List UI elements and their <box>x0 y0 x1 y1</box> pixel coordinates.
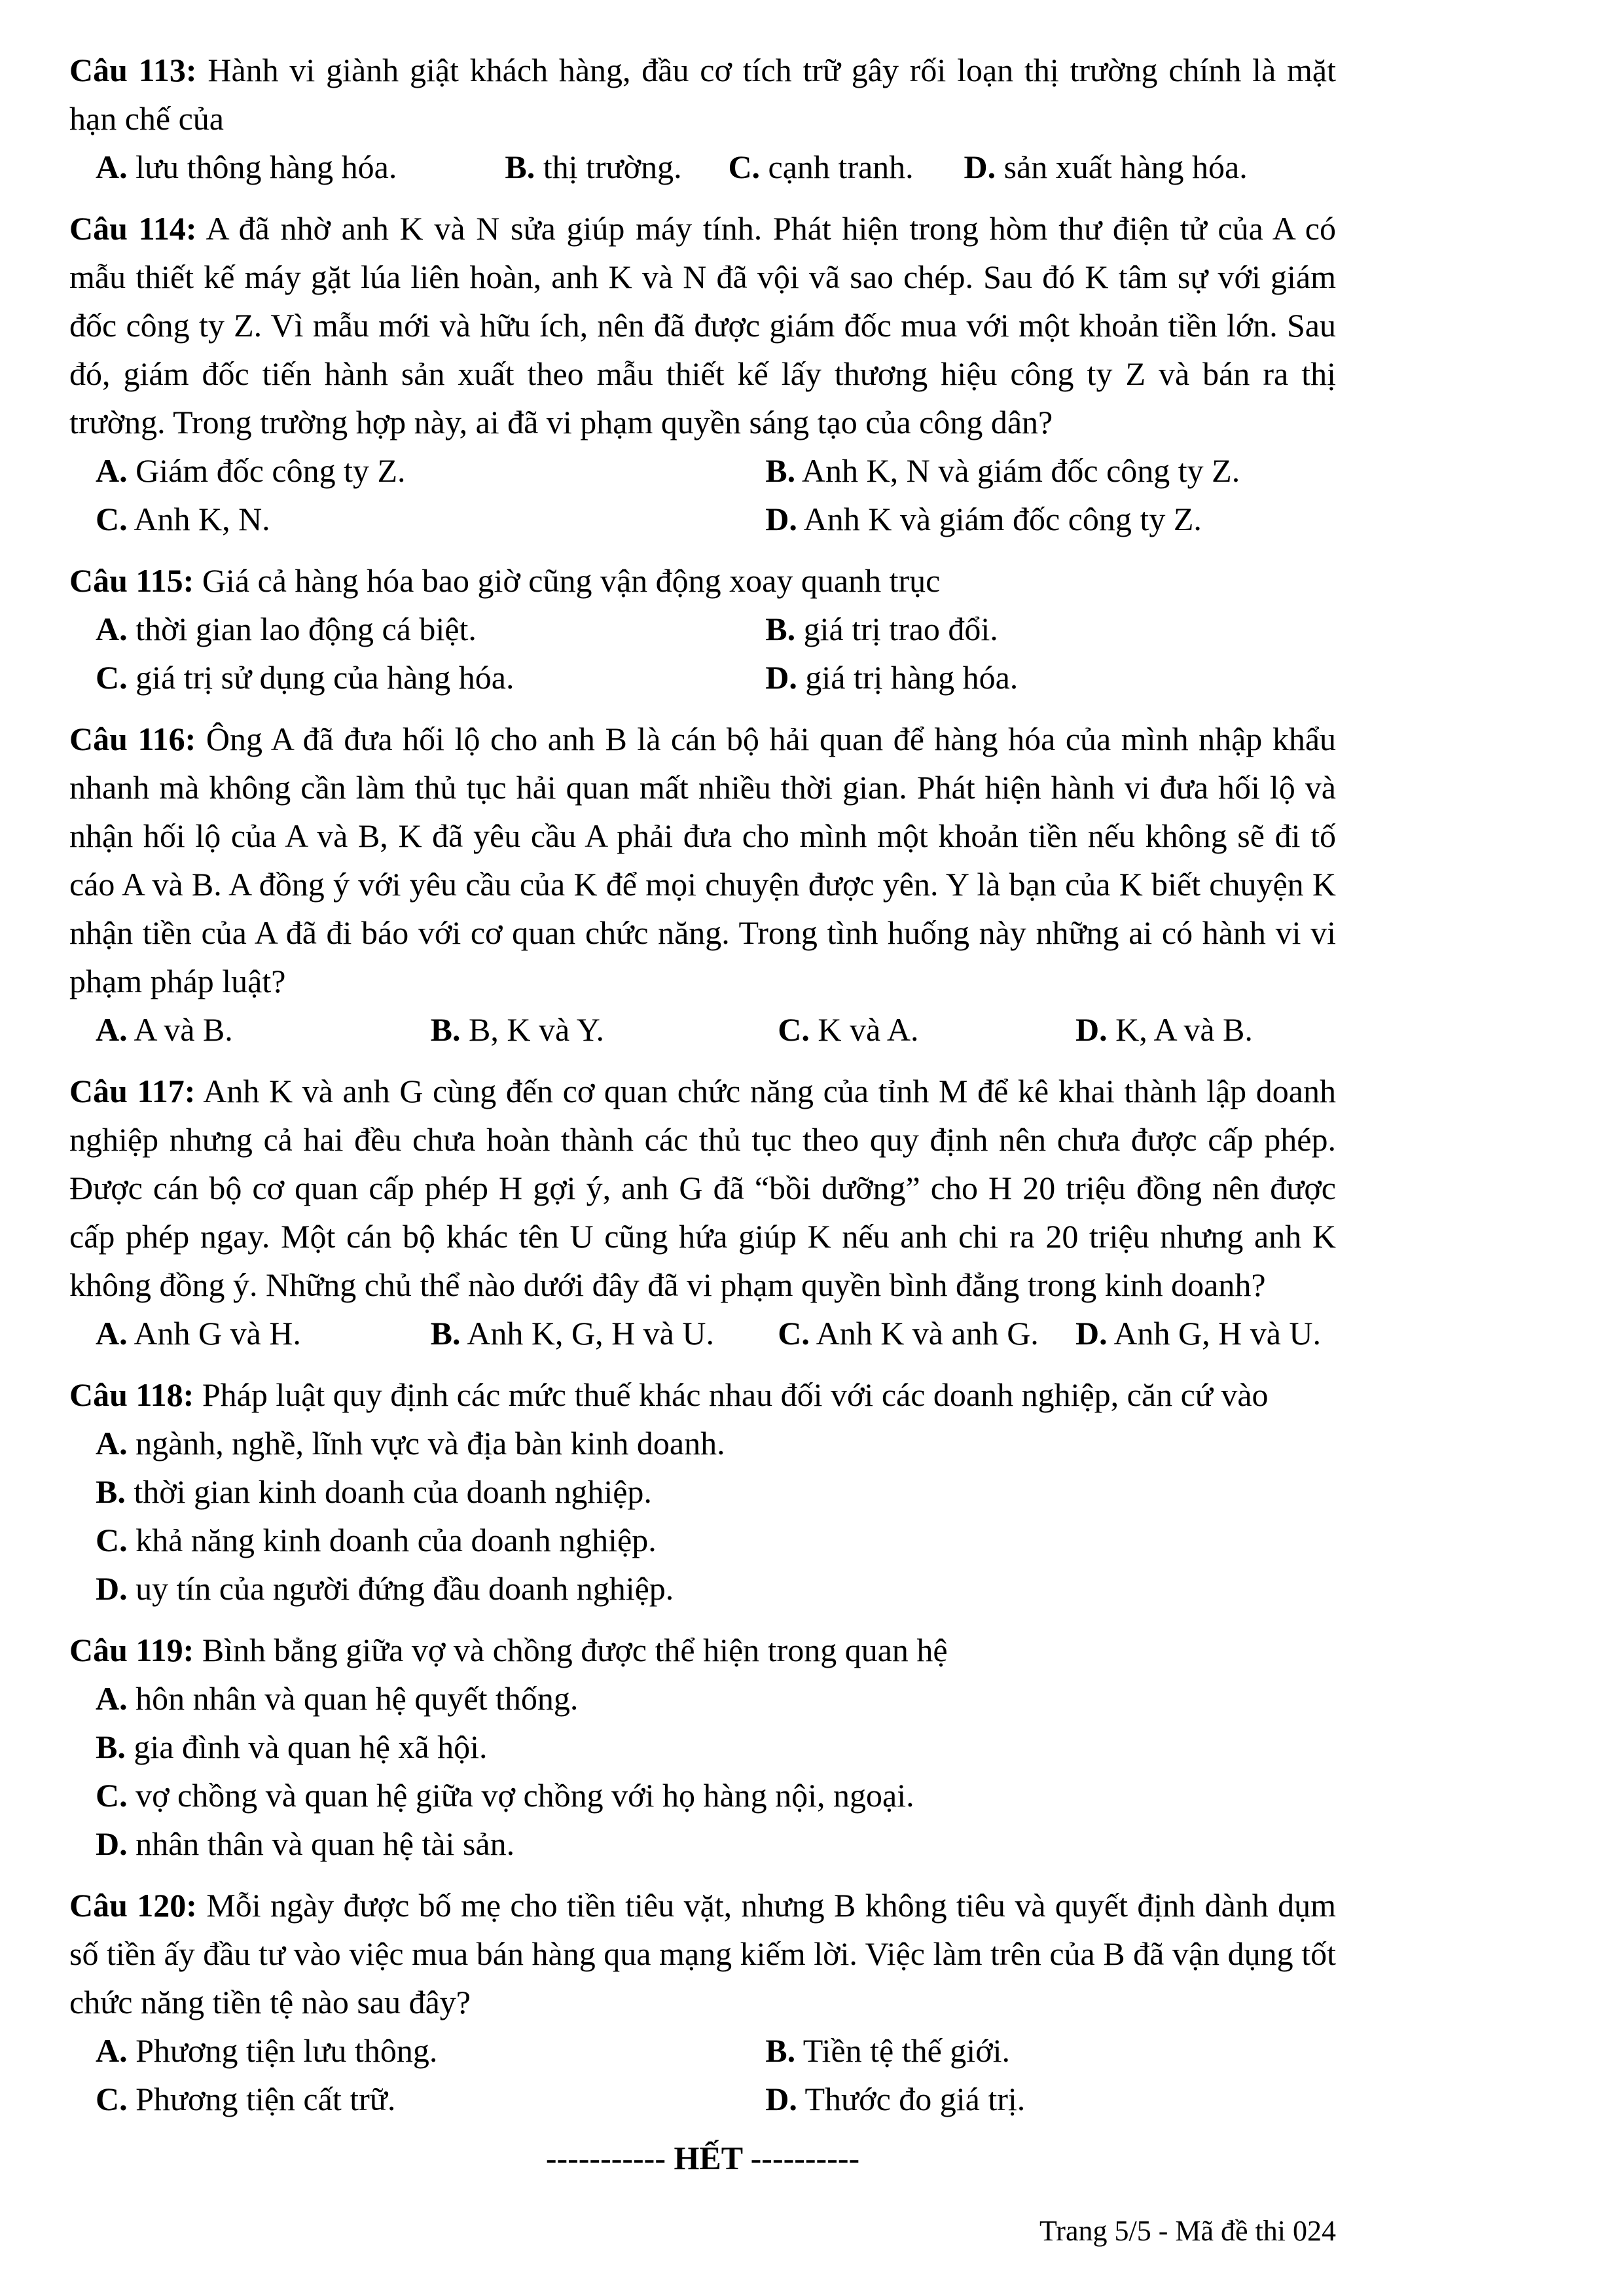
option-letter: D. <box>765 501 797 537</box>
option-letter: D. <box>765 2081 797 2117</box>
option-text: Thước đo giá trị. <box>804 2081 1026 2117</box>
page-footer: Trang 5/5 - Mã đề thi 024 <box>1039 2215 1336 2247</box>
question-stem <box>69 204 1336 446</box>
option-text: Anh K và anh G. <box>816 1315 1039 1352</box>
option-text: K, A và B. <box>1115 1011 1253 1048</box>
end-of-exam-marker: ----------- HẾT ---------- <box>545 2140 860 2176</box>
option-letter: B. <box>765 2032 796 2069</box>
option-text: sản xuất hàng hóa. <box>1003 149 1248 185</box>
option-text: gia đình và quan hệ xã hội. <box>134 1729 488 1765</box>
option-a <box>96 2026 765 2075</box>
option-letter: A. <box>96 611 128 647</box>
answer-options <box>69 1309 1336 1357</box>
question-number: Câu 115: <box>69 562 194 599</box>
option-letter: C. <box>778 1315 810 1352</box>
option-b <box>96 1467 1336 1516</box>
option-letter: D. <box>1075 1011 1108 1048</box>
option-letter: C. <box>96 2081 128 2117</box>
option-b <box>765 2026 1336 2075</box>
option-d <box>1075 1005 1336 1054</box>
option-d <box>765 495 1336 543</box>
option-c <box>728 143 964 191</box>
question-stem <box>69 1067 1336 1309</box>
option-text: Giám đốc công ty Z. <box>135 452 406 489</box>
option-d <box>964 143 1336 191</box>
option-letter: B. <box>430 1315 461 1352</box>
option-b <box>765 446 1336 495</box>
option-a <box>96 143 505 191</box>
option-a <box>96 1419 1336 1467</box>
option-b <box>505 143 728 191</box>
question-text: A đã nhờ anh K và N sửa giúp máy tính. Phát hiện trong hòm thư điện tử của A có mẫu thiết kế máy gặt lúa liên hoàn, anh K và N đã vội vã sao chép. Sau đó K tâm sự với giám đốc công ty Z. Vì mẫu mới và hữu ích, nên đã được giám đốc mua với một khoản tiền lớn. Sau đó, giám đốc tiến hành sản xuất theo mẫu thiết kế lấy thương hiệu công ty Z và bán ra thị trường. Trong trường hợp này, ai đã vi phạm quyền sáng tạo của công dân? <box>69 210 1336 440</box>
option-letter: C. <box>96 1777 128 1814</box>
question-text: Hành vi giành giật khách hàng, đầu cơ tích trữ gây rối loạn thị trường chính là mặt hạn chế của <box>69 52 1337 137</box>
option-text: Phương tiện cất trữ. <box>135 2081 396 2117</box>
question-stem <box>69 715 1336 1005</box>
option-letter: C. <box>728 149 761 185</box>
option-c <box>96 1771 1336 1820</box>
option-d <box>1075 1309 1336 1357</box>
question-119 <box>69 1626 1336 1868</box>
question-stem <box>69 1881 1336 2026</box>
option-text: Anh G và H. <box>134 1315 301 1352</box>
question-text: Mỗi ngày được bố mẹ cho tiền tiêu vặt, nhưng B không tiêu và quyết định dành dụm số tiền ấy đầu tư vào việc mua bán hàng qua mạng kiếm lời. Việc làm trên của B đã vận dụng tốt chức năng tiền tệ nào sau đây? <box>69 1887 1336 2020</box>
option-text: B, K và Y. <box>469 1011 604 1048</box>
option-letter: B. <box>765 611 796 647</box>
option-letter: A. <box>96 1315 128 1352</box>
option-letter: C. <box>96 659 128 696</box>
question-text: Bình bẳng giữa vợ và chồng được thể hiện trong quan hệ <box>202 1632 948 1668</box>
option-letter: A. <box>96 1011 128 1048</box>
option-text: giá trị hàng hóa. <box>805 659 1019 696</box>
option-text: giá trị trao đổi. <box>803 611 998 647</box>
option-b <box>431 1309 778 1357</box>
question-number: Câu 114: <box>69 210 197 247</box>
option-text: giá trị sử dụng của hàng hóa. <box>135 659 514 696</box>
option-a <box>96 605 765 653</box>
question-113 <box>69 46 1336 191</box>
option-text: vợ chồng và quan hệ giữa vợ chồng với họ hàng nội, ngoại. <box>135 1777 914 1814</box>
question-text: Giá cả hàng hóa bao giờ cũng vận động xoay quanh trục <box>202 562 941 599</box>
option-letter: D. <box>964 149 996 185</box>
option-text: thời gian kinh doanh của doanh nghiệp. <box>134 1473 652 1510</box>
answer-options <box>69 2026 1336 2123</box>
option-text: thời gian lao động cá biệt. <box>135 611 477 647</box>
option-d <box>96 1564 1336 1613</box>
question-number: Câu 118: <box>69 1376 194 1413</box>
option-letter: A. <box>96 452 128 489</box>
option-letter: B. <box>430 1011 461 1048</box>
question-117 <box>69 1067 1336 1357</box>
option-letter: C. <box>96 501 128 537</box>
option-text: nhân thân và quan hệ tài sản. <box>135 1825 515 1862</box>
answer-options <box>69 143 1336 191</box>
option-a <box>96 1005 431 1054</box>
option-letter: D. <box>765 659 797 696</box>
option-text: lưu thông hàng hóa. <box>135 149 397 185</box>
option-a <box>96 1674 1336 1723</box>
option-text: Anh K, N. <box>134 501 270 537</box>
question-text: Anh K và anh G cùng đến cơ quan chức năng của tỉnh M để kê khai thành lập doanh nghiệp nhưng cả hai đều chưa hoàn thành các thủ tục theo quy định nên chưa được cấp phép. Được cán bộ cơ quan cấp phép H gợi ý, anh G đã “bồi dưỡng” cho H 20 triệu đồng nên được cấp phép ngay. Một cán bộ khác tên U cũng hứa giúp K nếu anh chi ra 20 triệu nhưng anh K không đồng ý. Những chủ thể nào dưới đây đã vi phạm quyền bình đẳng trong kinh doanh? <box>69 1073 1336 1303</box>
option-text: Anh K, G, H và U. <box>467 1315 714 1352</box>
option-a <box>96 1309 431 1357</box>
question-text: Pháp luật quy định các mức thuế khác nhau đối với các doanh nghiệp, căn cứ vào <box>202 1376 1269 1413</box>
question-114 <box>69 204 1336 543</box>
answer-options <box>69 1674 1336 1868</box>
option-letter: B. <box>96 1473 126 1510</box>
question-stem <box>69 1626 1336 1674</box>
option-text: Anh K và giám đốc công ty Z. <box>803 501 1202 537</box>
answer-options <box>69 1419 1336 1613</box>
option-c <box>778 1005 1075 1054</box>
option-text: A và B. <box>134 1011 233 1048</box>
option-letter: C. <box>96 1522 128 1558</box>
question-116 <box>69 715 1336 1054</box>
option-text: hôn nhân và quan hệ quyết thống. <box>135 1680 579 1717</box>
option-text: Tiền tệ thế giới. <box>803 2032 1011 2069</box>
option-letter: B. <box>505 149 535 185</box>
option-c <box>96 495 765 543</box>
option-c <box>778 1309 1075 1357</box>
question-number: Câu 117: <box>69 1073 196 1109</box>
option-b <box>96 1723 1336 1771</box>
option-d <box>96 1820 1336 1868</box>
answer-options <box>69 605 1336 702</box>
question-text: Ông A đã đưa hối lộ cho anh B là cán bộ hải quan để hàng hóa của mình nhập khẩu nhanh mà không cần làm thủ tục hải quan mất nhiều thời gian. Phát hiện hành vi đưa hối lộ và nhận hối lộ của A và B, K đã yêu cầu A phải đưa cho mình một khoản tiền nếu không sẽ đi tố cáo A và B. A đồng ý với yêu cầu của K để mọi chuyện được yên. Y là bạn của K biết chuyện K nhận tiền của A đã đi báo với cơ quan chức năng. Trong tình huống này những ai có hành vi vi phạm pháp luật? <box>69 721 1337 999</box>
option-c <box>96 2075 765 2123</box>
answer-options <box>69 1005 1336 1054</box>
question-stem <box>69 556 1336 605</box>
question-number: Câu 116: <box>69 721 196 757</box>
option-text: ngành, nghề, lĩnh vực và địa bàn kinh doanh. <box>135 1425 725 1462</box>
option-text: cạnh tranh. <box>768 149 914 185</box>
option-text: thị trường. <box>543 149 682 185</box>
option-letter: A. <box>96 1680 128 1717</box>
option-c <box>96 1516 1336 1564</box>
option-b <box>765 605 1336 653</box>
answer-options <box>69 446 1336 543</box>
option-letter: A. <box>96 1425 128 1462</box>
option-text: uy tín của người đứng đầu doanh nghiệp. <box>135 1570 674 1607</box>
option-letter: B. <box>765 452 796 489</box>
option-letter: B. <box>96 1729 126 1765</box>
question-118 <box>69 1371 1336 1613</box>
question-number: Câu 119: <box>69 1632 194 1668</box>
question-stem <box>69 46 1336 143</box>
option-text: khả năng kinh doanh của doanh nghiệp. <box>135 1522 657 1558</box>
question-stem <box>69 1371 1336 1419</box>
option-letter: A. <box>96 149 128 185</box>
option-d <box>765 653 1336 702</box>
option-letter: D. <box>1075 1315 1108 1352</box>
option-text: Phương tiện lưu thông. <box>135 2032 438 2069</box>
option-letter: A. <box>96 2032 128 2069</box>
option-c <box>96 653 765 702</box>
option-text: Anh G, H và U. <box>1113 1315 1322 1352</box>
question-115 <box>69 556 1336 702</box>
question-120 <box>69 1881 1336 2123</box>
option-text: K và A. <box>818 1011 919 1048</box>
option-b <box>431 1005 778 1054</box>
option-text: Anh K, N và giám đốc công ty Z. <box>801 452 1240 489</box>
option-d <box>765 2075 1336 2123</box>
option-a <box>96 446 765 495</box>
option-letter: D. <box>96 1825 128 1862</box>
question-number: Câu 113: <box>69 52 197 88</box>
option-letter: C. <box>778 1011 810 1048</box>
question-number: Câu 120: <box>69 1887 197 1924</box>
option-letter: D. <box>96 1570 128 1607</box>
